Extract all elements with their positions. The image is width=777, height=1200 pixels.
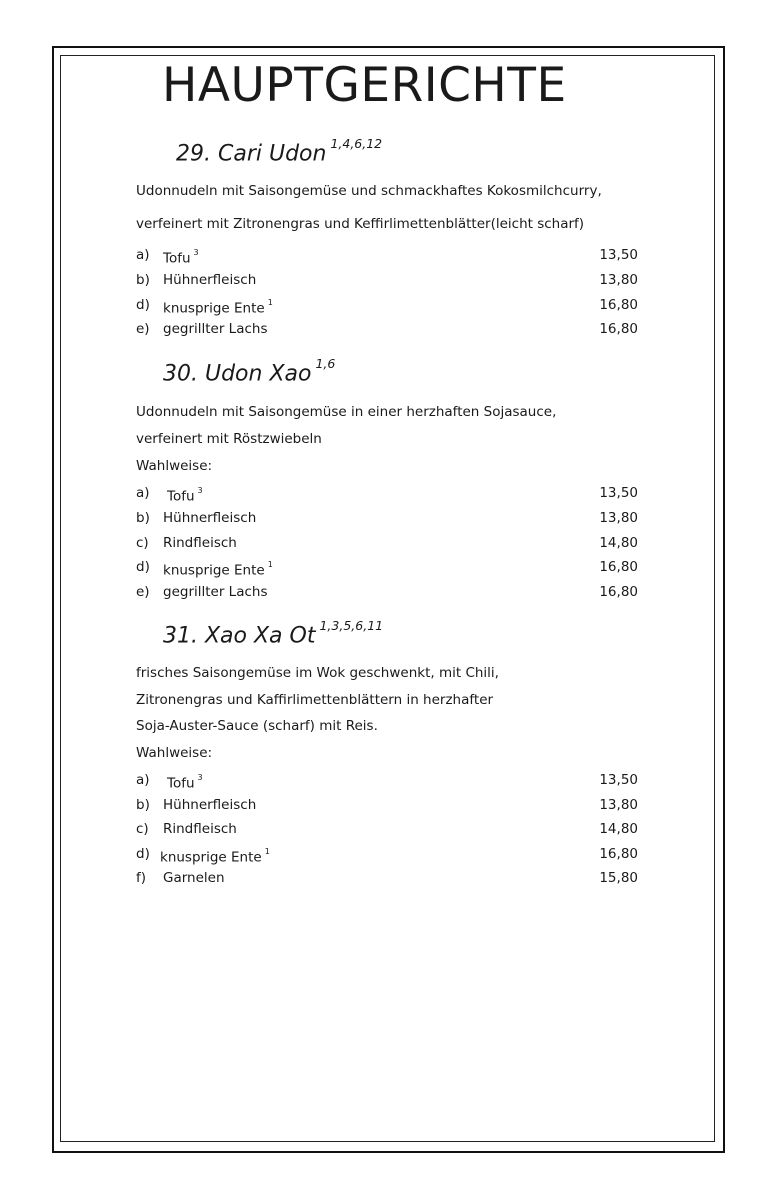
option-letter: d): [136, 297, 150, 313]
dish-description-line: Soja-Auster-Sauce (scharf) mit Reis.: [136, 718, 378, 734]
dish-description-line: frisches Saisongemüse im Wok geschwenkt, mit Chili,: [136, 665, 499, 681]
option-name: [163, 246, 199, 268]
allergen-codes: 3: [197, 486, 203, 495]
option-letter: f): [136, 870, 147, 886]
allergen-codes: 1: [267, 560, 273, 569]
option-name: [163, 534, 237, 552]
page-title: HAUPTGERICHTE: [162, 58, 567, 113]
option-price: 16,80: [599, 584, 638, 600]
option-name: [163, 320, 268, 338]
option-label: Tofu: [167, 775, 195, 792]
menu-option-row: [136, 484, 638, 505]
option-letter: a): [136, 247, 150, 263]
option-price: 13,50: [599, 772, 638, 788]
allergen-codes: 3: [193, 248, 199, 257]
option-price: 14,80: [599, 535, 638, 551]
menu-option-row: [136, 583, 638, 601]
option-price: 14,80: [599, 821, 638, 837]
menu-option-row: [136, 296, 638, 317]
allergen-codes: 1,4,6,12: [330, 136, 383, 151]
option-price: 16,80: [599, 297, 638, 313]
option-label: knusprige Ente: [163, 562, 265, 579]
option-label: Tofu: [167, 488, 195, 505]
menu-option-row: [136, 796, 638, 814]
option-price: 13,80: [599, 510, 638, 526]
menu-option-row: [136, 509, 638, 527]
dish-description-line: verfeinert mit Zitronengras und Keffirlimettenblätter(leicht scharf): [136, 216, 585, 232]
menu-option-row: [136, 869, 638, 887]
option-letter: e): [136, 584, 150, 600]
dish-name: 30. Udon Xao: [163, 361, 312, 387]
option-label: Rindfleisch: [163, 821, 237, 837]
option-label: Hühnerfleisch: [163, 272, 257, 288]
option-letter: a): [136, 485, 150, 501]
option-name: [163, 509, 256, 527]
dish-description-line: Zitronengras und Kaffirlimettenblättern in herzhafter: [136, 692, 494, 708]
dish-name: 31. Xao Xa Ot: [163, 623, 316, 649]
option-letter: b): [136, 797, 150, 813]
allergen-codes: 1: [264, 847, 270, 856]
option-letter: c): [136, 535, 149, 551]
dish-description-line: Udonnudeln mit Saisongemüse und schmackhaftes Kokosmilchcurry,: [136, 183, 602, 199]
option-label: knusprige Ente: [163, 300, 265, 317]
option-letter: b): [136, 510, 150, 526]
option-name: [163, 583, 268, 601]
option-name: [163, 869, 225, 887]
option-price: 16,80: [599, 559, 638, 575]
option-name: [163, 820, 237, 838]
option-price: 13,80: [599, 272, 638, 288]
menu-option-row: [136, 820, 638, 838]
option-price: 13,50: [599, 247, 638, 263]
option-letter: d): [136, 846, 150, 862]
menu-option-row: [136, 558, 638, 579]
menu-option-row: [136, 246, 638, 267]
option-letter: b): [136, 272, 150, 288]
option-label: Garnelen: [163, 870, 225, 886]
option-name: [167, 484, 203, 506]
allergen-codes: 1,6: [315, 356, 336, 371]
dish-name: 29. Cari Udon: [176, 141, 327, 167]
menu-option-row: [136, 845, 638, 866]
option-letter: a): [136, 772, 150, 788]
option-label: gegrillter Lachs: [163, 321, 268, 337]
option-name: [163, 296, 273, 318]
menu-option-row: [136, 320, 638, 338]
dish-title: [176, 136, 383, 167]
option-label: Rindfleisch: [163, 535, 237, 551]
menu-option-row: [136, 771, 638, 792]
option-label: knusprige Ente: [160, 849, 262, 866]
dish-title: [163, 356, 336, 387]
option-name: [160, 845, 270, 867]
option-name: [163, 271, 256, 289]
option-label: Hühnerfleisch: [163, 797, 257, 813]
option-name: [163, 796, 256, 814]
option-price: 15,80: [599, 870, 638, 886]
option-letter: d): [136, 559, 150, 575]
menu-option-row: [136, 271, 638, 289]
option-label: Hühnerfleisch: [163, 510, 257, 526]
option-letter: e): [136, 321, 150, 337]
option-price: 16,80: [599, 846, 638, 862]
option-price: 13,80: [599, 797, 638, 813]
menu-option-row: [136, 534, 638, 552]
option-price: 16,80: [599, 321, 638, 337]
allergen-codes: 1: [267, 298, 273, 307]
dish-description-line: Wahlweise:: [136, 745, 213, 761]
dish-description-line: Wahlweise:: [136, 458, 213, 474]
option-price: 13,50: [599, 485, 638, 501]
dish-title: [163, 618, 384, 649]
dish-description-line: verfeinert mit Röstzwiebeln: [136, 431, 322, 447]
option-letter: c): [136, 821, 149, 837]
option-label: Tofu: [163, 250, 191, 267]
dish-description-line: Udonnudeln mit Saisongemüse in einer herzhaften Sojasauce,: [136, 404, 557, 420]
allergen-codes: 1,3,5,6,11: [319, 618, 384, 633]
option-name: [167, 771, 203, 793]
option-name: [163, 558, 273, 580]
allergen-codes: 3: [197, 773, 203, 782]
option-label: gegrillter Lachs: [163, 584, 268, 600]
